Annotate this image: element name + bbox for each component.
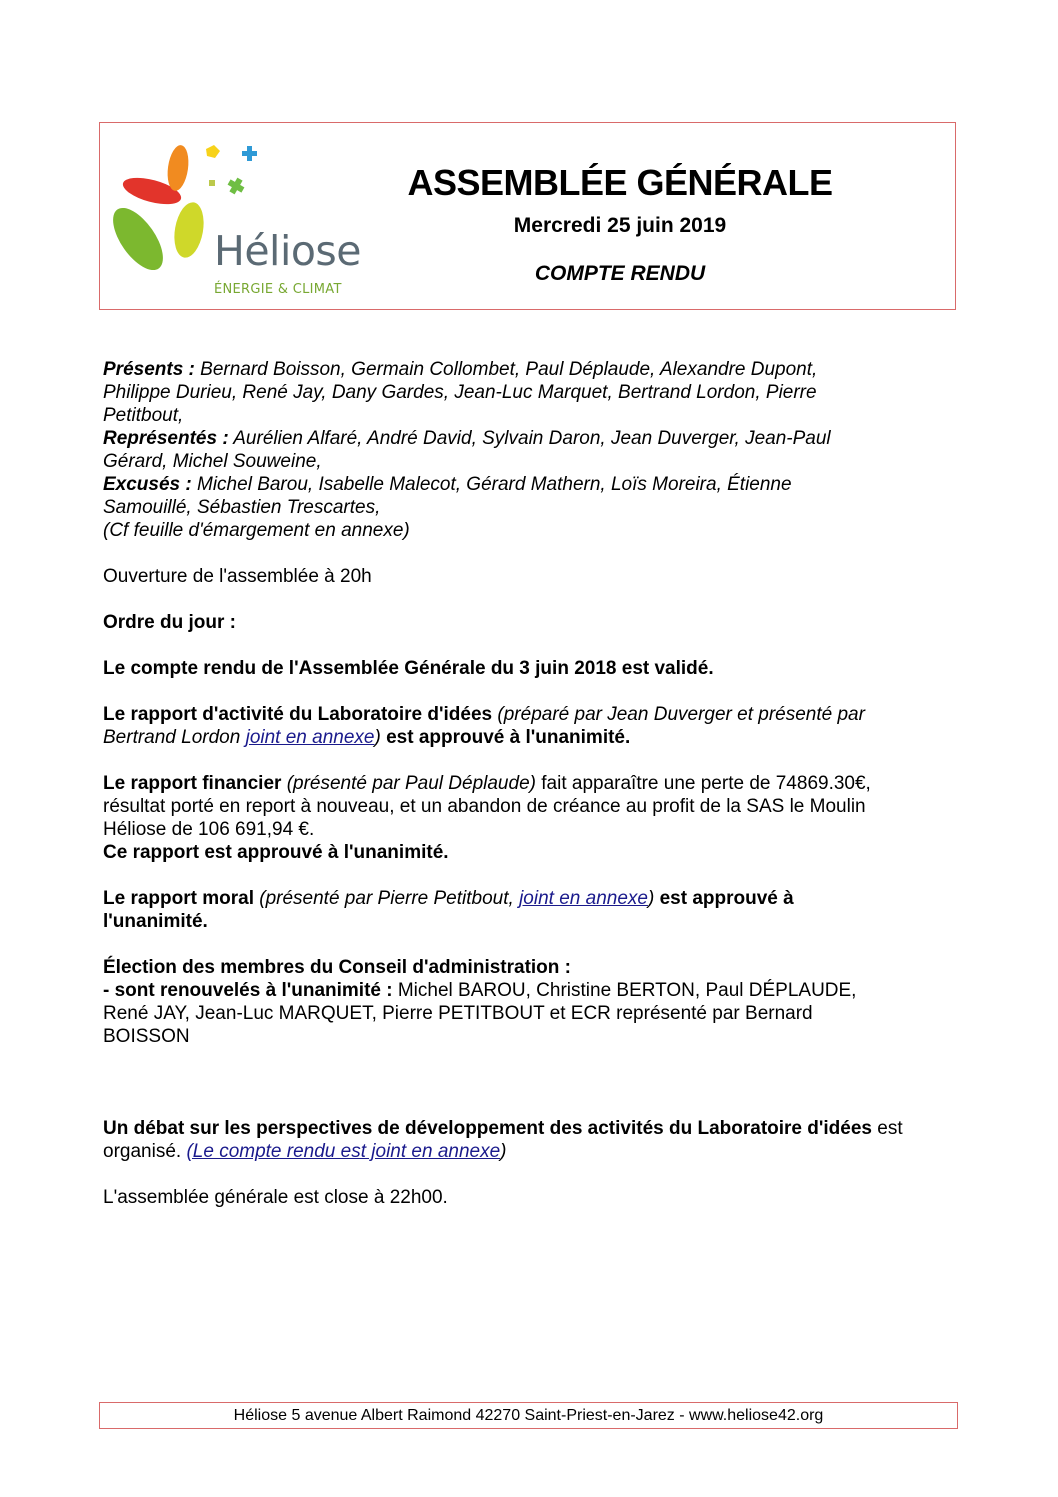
excuses-names-2: Samouillé, Sébastien Trescartes, — [103, 497, 381, 518]
debate-est: est — [872, 1118, 903, 1139]
financial-report-line-3: Héliose de 106 691,94 €. — [103, 819, 315, 840]
debate-line-1 — [103, 1117, 965, 1140]
previous-report-validated: Le compte rendu de l'Assemblée Générale du 3 juin 2018 est validé. — [103, 658, 714, 679]
activity-paren-close: ) — [374, 727, 381, 748]
page-title: ASSEMBLÉE GÉNÉRALE — [407, 162, 833, 203]
activity-report-presenter: Bertrand Lordon — [103, 727, 246, 748]
moral-report-presenter: (présenté par Pierre Petitbout, — [253, 888, 520, 909]
election-names-2: René JAY, Jean-Luc MARQUET, Pierre PETITBOUT et ECR représenté par Bernard — [103, 1003, 813, 1024]
opening-text: Ouverture de l'assemblée à 20h — [103, 566, 372, 587]
agenda-heading: Ordre du jour : — [103, 612, 236, 633]
election-heading: Élection des membres du Conseil d'administration : — [103, 957, 571, 978]
activity-annex-link[interactable]: joint en annexe — [245, 727, 375, 748]
election-line-1 — [103, 979, 965, 1002]
excuses-label: Excusés : — [103, 474, 192, 495]
footer: Héliose 5 avenue Albert Raimond 42270 Saint-Priest-en-Jarez - www.heliose42.org — [99, 1402, 958, 1429]
moral-annex-link[interactable]: joint en annexe — [519, 888, 648, 909]
election-names-3: BOISSON — [103, 1026, 190, 1047]
activity-report-line-1 — [103, 703, 965, 726]
closing-text: L'assemblée générale est close à 22h00. — [103, 1187, 448, 1208]
attendance-note: (Cf feuille d'émargement en annexe) — [103, 520, 410, 541]
presents-line — [103, 358, 965, 381]
representes-label: Représentés : — [103, 428, 229, 449]
presents-names-3: Petitbout, — [103, 405, 184, 426]
debate-title: Un débat sur les perspectives de développement des activités du Laboratoire d'idées — [103, 1118, 872, 1139]
document-body — [103, 358, 965, 1209]
heliose-logo — [112, 143, 362, 297]
financial-loss-text: fait apparaître une perte de 74869.30€, — [535, 773, 871, 794]
activity-report-line-2 — [103, 726, 965, 749]
moral-approved: est approuvé à — [654, 888, 794, 909]
presents-names-2: Philippe Durieu, René Jay, Dany Gardes, Jean-Luc Marquet, Bertrand Lordon, Pierre — [103, 382, 817, 403]
financial-report-line-1 — [103, 772, 965, 795]
representes-line — [103, 427, 965, 450]
moral-report-line-1 — [103, 887, 965, 910]
financial-approved: Ce rapport est approuvé à l'unanimité. — [103, 842, 449, 863]
representes-names-2: Gérard, Michel Souweine, — [103, 451, 322, 472]
presents-names-1: Bernard Boisson, Germain Collombet, Paul Déplaude, Alexandre Dupont, — [194, 359, 818, 380]
presents-label: Présents : — [103, 359, 195, 380]
header-box — [99, 122, 956, 310]
debate-annex-link[interactable]: (Le compte rendu est joint en annexe — [186, 1141, 501, 1162]
debate-paren-close: ) — [500, 1141, 507, 1162]
activity-approved: est approuvé à l'unanimité. — [380, 727, 631, 748]
moral-paren-close: ) — [647, 888, 655, 909]
representes-names-1: Aurélien Alfaré, André David, Sylvain Daron, Jean Duverger, Jean-Paul — [228, 428, 831, 449]
document-subtitle: COMPTE RENDU — [534, 262, 706, 285]
financial-report-line-2: résultat porté en report à nouveau, et un abandon de créance au profit de la SAS le Moulin — [103, 796, 866, 817]
excuses-line — [103, 473, 965, 496]
logo-tagline: ÉNERGIE & CLIMAT — [214, 282, 342, 297]
activity-report-note: (préparé par Jean Duverger et présenté par — [492, 704, 865, 725]
financial-report-title: Le rapport financier — [103, 773, 282, 794]
moral-report-title: Le rapport moral — [103, 888, 254, 909]
activity-report-title: Le rapport d'activité du Laboratoire d'idées — [103, 704, 493, 725]
financial-report-presenter: (présenté par Paul Déplaude) — [281, 773, 536, 794]
moral-report-line-2: l'unanimité. — [103, 911, 208, 932]
logo-wordmark: Héliose — [214, 227, 362, 275]
election-names-1: Michel BAROU, Christine BERTON, Paul DÉPLAUDE, — [392, 980, 857, 1001]
debate-line-2 — [103, 1140, 965, 1163]
debate-organised: organisé. — [103, 1141, 187, 1162]
excuses-names-1: Michel Barou, Isabelle Malecot, Gérard Mathern, Loïs Moreira, Étienne — [191, 474, 792, 495]
election-renewed-label: - sont renouvelés à l'unanimité : — [103, 980, 393, 1001]
meeting-date: Mercredi 25 juin 2019 — [513, 214, 727, 237]
